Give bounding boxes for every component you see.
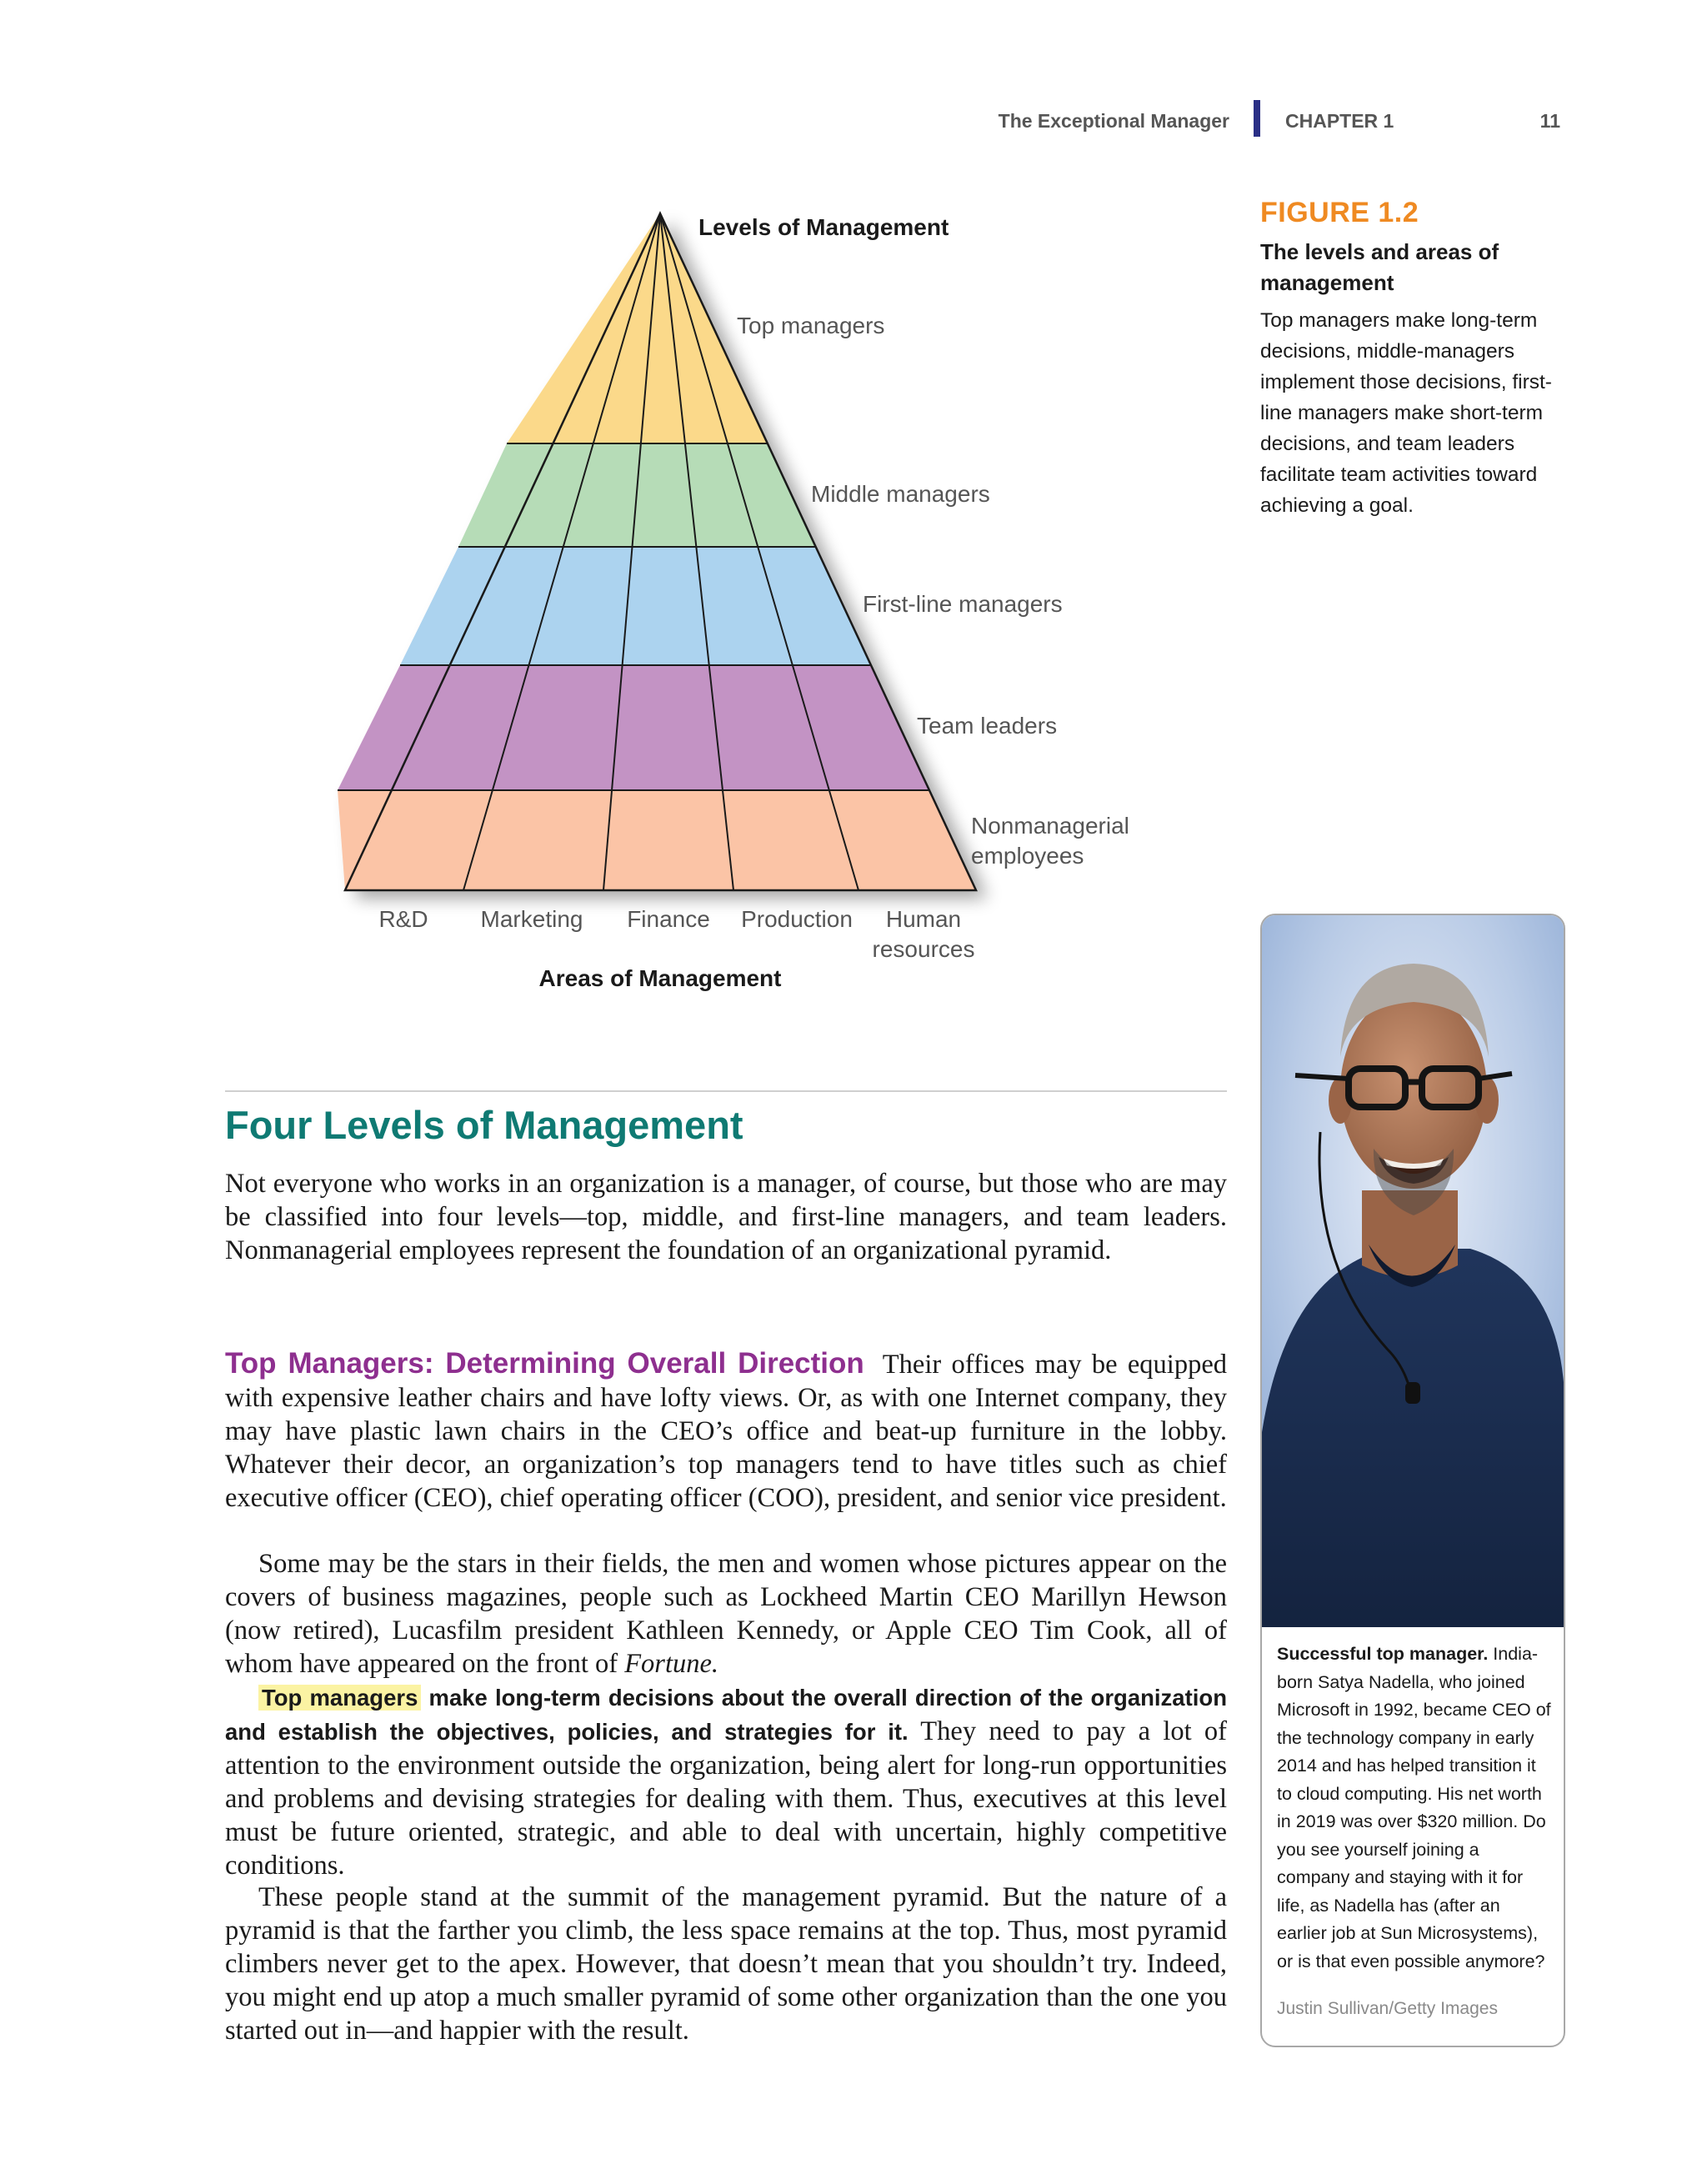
running-header-book-title: The Exceptional Manager: [998, 110, 1229, 132]
levels-of-management-pyramid: [0, 0, 1250, 1017]
figure-label: FIGURE 1.2: [1260, 197, 1419, 228]
section-title: Four Levels of Management: [225, 1103, 743, 1147]
page-number: 11: [1539, 110, 1560, 132]
photo-credit: Justin Sullivan/Getty Images: [1277, 1999, 1498, 2018]
figure-caption-text: Top managers make long-term decisions, middle-managers implement those decisions, first-line managers make short-term decisions, and team leaders facilitate team activities toward achieving a goal.: [1260, 309, 1552, 517]
top-managers-paragraph-2-text: Some may be the stars in their fields, the men and women whose pictures appear on the covers of business magazines, people such as Lockheed Martin CEO Marillyn Hewson (now retired), Lucasfilm president Kathleen Kennedy, or Apple CEO Tim Cook, all of whom have appeared on the front of: [225, 1549, 1227, 1679]
running-header-chapter: CHAPTER 1: [1285, 110, 1394, 132]
level-label-first-line: First-line managers: [863, 591, 1063, 617]
figure-title: Levels of Management: [698, 214, 949, 240]
level-label-employees: employees: [971, 843, 1084, 869]
top-managers-paragraph-2: [225, 1547, 1227, 1681]
photo-card: [1260, 914, 1565, 2047]
area-label-human: Human: [885, 906, 962, 932]
area-label-resources: resources: [872, 936, 975, 962]
area-label-production: Production: [741, 906, 853, 932]
top-managers-paragraph-4: These people stand at the summit of the management pyramid. But the nature of a pyramid is that the farther you climb, the less space remains at the top. Thus, most pyramid climbers never get to the apex. However, that doesn’t mean that you shouldn’t try. Indeed, you might end up atop a much smaller pyramid of some other organization than the one you started out in—and happier with the result.: [225, 1882, 1227, 2046]
area-label-finance: Finance: [627, 906, 710, 932]
satya-nadella-photo: [1262, 915, 1564, 1627]
level-label-top: Top managers: [737, 313, 885, 338]
level-label-team-leaders: Team leaders: [917, 713, 1058, 739]
top-managers-paragraph-1-text: Their offices may be equipped with expensive leather chairs and have lofty views. Or, as with one Internet company, they may have plastic lawn chairs in the CEO’s office and beat-up furniture in the lobby. Whatever their decor, an organization’s top managers tend to have titles such as chief executive officer (CEO), chief operating officer (COO), president, and senior vice president.: [225, 1350, 1227, 1513]
pyramid-band-top-managers: [507, 213, 767, 443]
figure-caption-title: The levels and areas of management: [1260, 239, 1499, 295]
top-managers-paragraph-3-text: They need to pay a lot of attention to the environment outside the organization, being alert for long-run opportunities and problems and devising strategies for dealing with them. Thus, executives at this level must be future oriented, strategic, and able to deal with uncertain, highly competitive conditions.: [225, 1716, 1227, 1881]
top-managers-paragraph-1: [225, 1347, 1227, 1515]
key-term-definition: make long-term decisions about the overall direction of the organization and establish the objectives, policies, and strategies for it.: [225, 1685, 1227, 1745]
photo-caption-text: India-born Satya Nadella, who joined Microsoft in 1992, became CEO of the technology company in early 2014 and has helped transition it to cloud computing. His net worth in 2019 was over $320 million. Do you see yourself joining a company and staying with it for life, as Nadella has (after an earlier job at Sun Microsystems), or is that even possible anymore?: [1277, 1644, 1551, 1971]
area-label-rd: R&D: [378, 906, 428, 932]
section-divider: [225, 1090, 1227, 1092]
intro-paragraph: Not everyone who works in an organization is a manager, of course, but those who are may be classified into four levels—top, middle, and first-line managers, and team leaders. Nonmanagerial employees represent the foundation of an organizational pyramid.: [225, 1169, 1227, 1265]
header-divider-bar: [1254, 100, 1260, 137]
area-label-marketing: Marketing: [480, 906, 583, 932]
photo-caption: [1277, 1641, 1552, 1976]
top-managers-paragraph-3: [225, 1681, 1227, 1882]
subhead-top-managers: Top Managers: Determining Overall Direction: [225, 1347, 864, 1380]
pyramid-band-team-leaders: [338, 665, 929, 790]
key-term-top-managers: Top managers: [258, 1685, 421, 1711]
pyramid-band-first-line-managers: [400, 547, 870, 665]
level-label-middle: Middle managers: [811, 481, 990, 507]
pyramid-band-nonmanagerial: [338, 790, 976, 890]
photo-caption-lead: Successful top manager.: [1277, 1644, 1489, 1664]
level-label-nonmanagerial: Nonmanagerial: [971, 813, 1129, 839]
fortune-magazine-title: Fortune.: [624, 1649, 719, 1679]
areas-title: Areas of Management: [538, 965, 782, 991]
